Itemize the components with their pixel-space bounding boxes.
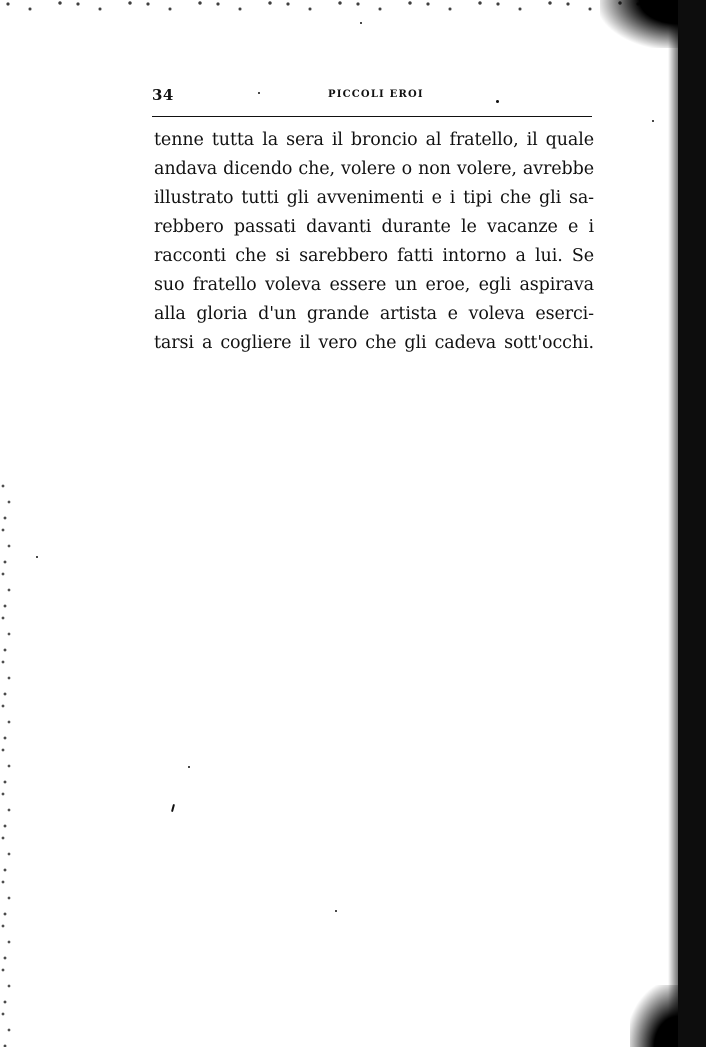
scan-corner-bottom-right [630,985,678,1047]
text-line: andava dicendo che, volere o non volere, avrebbe [154,159,594,179]
text-line: tarsi a cogliere il vero che gli cadeva sott'occhi. [154,333,594,353]
scan-speck [652,120,654,122]
header-rule [152,116,592,117]
scan-edge-left [0,480,14,1047]
text-line: suo fratello voleva essere un eroe, egli aspirava [154,275,594,295]
scan-edge-shadow [668,0,678,1047]
body-text [154,126,594,358]
text-line: rebbero passati davanti durante le vacanze e i [154,217,594,237]
scan-speck [36,556,38,558]
text-line: alla gloria d'un grande artista e voleva eserci- [154,304,594,324]
scan-speck [335,910,337,912]
scan-speck [188,766,190,768]
text-line: tenne tutta la sera il broncio al fratello, il quale [154,130,594,150]
scan-edge-right [678,0,706,1047]
text-line: racconti che si sarebbero fatti intorno a lui. Se [154,246,594,266]
running-head: PICCOLI EROI [328,89,424,100]
page-header [152,86,592,106]
scan-speck [171,804,175,812]
page-number: 34 [152,86,174,104]
scan-edge-top [0,0,678,14]
scan-speck [360,22,362,24]
scan-corner-top-right [600,0,678,48]
text-line: illustrato tutti gli avvenimenti e i tipi che gli sa- [154,188,594,208]
